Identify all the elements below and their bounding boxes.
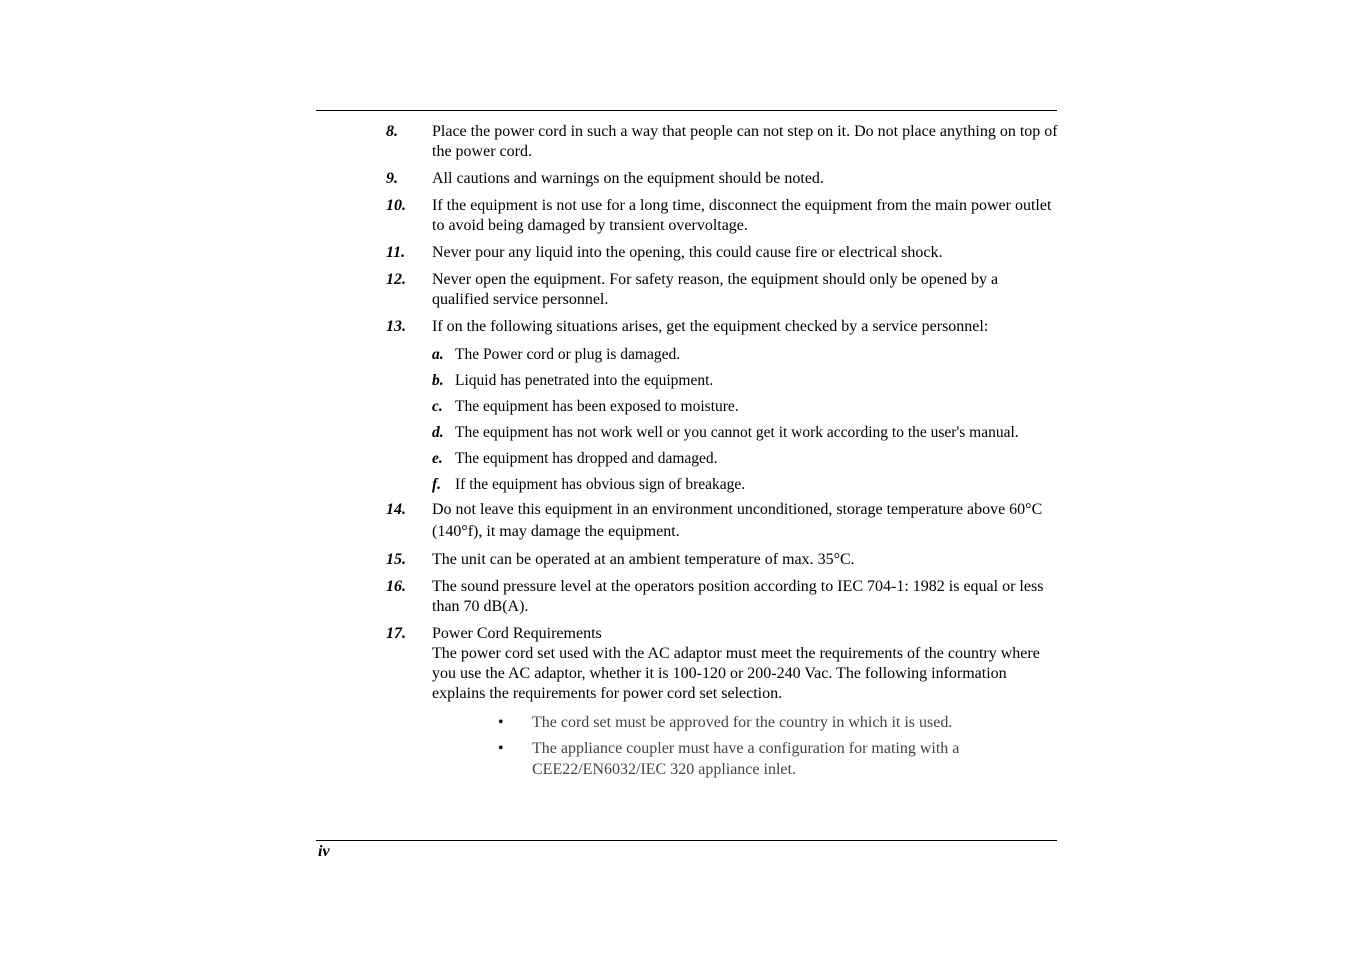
item-text: Never pour any liquid into the opening, this could cause fire or electrical shock.	[432, 244, 943, 261]
list-item	[386, 577, 1058, 617]
bullet-text: The appliance coupler must have a configuration for mating with a CEE22/EN6032/IEC 320 appliance inlet.	[532, 740, 960, 778]
item-text: The power cord set used with the AC adaptor must meet the requirements of the country where you use the AC adaptor, whether it is 100-120 or 200-240 Vac. The following information explains the requirements for power cord set selection.	[432, 645, 1040, 702]
item-number: 15.	[386, 551, 406, 568]
list-item	[386, 270, 1058, 310]
item-number: 9.	[386, 170, 398, 187]
list-item	[386, 196, 1058, 236]
item-text: If on the following situations arises, get the equipment checked by a service personnel:	[432, 318, 989, 335]
bullet-text: The cord set must be approved for the country in which it is used.	[532, 714, 953, 731]
sub-item-text: The equipment has not work well or you cannot get it work according to the user's manual.	[455, 424, 1019, 441]
sub-list-item	[432, 475, 1058, 495]
sub-item-letter: d.	[432, 424, 444, 441]
sub-list-item	[432, 423, 1058, 443]
item-text: The unit can be operated at an ambient temperature of max. 35°C.	[432, 551, 855, 568]
bullet-icon: •	[498, 740, 504, 757]
sub-item-text: The Power cord or plug is damaged.	[455, 346, 681, 363]
item-text: Never open the equipment. For safety reason, the equipment should only be opened by a qualified service personnel.	[432, 271, 999, 308]
sub-item-text: The equipment has been exposed to moisture.	[455, 398, 739, 415]
sub-item-letter: f.	[432, 476, 442, 493]
item-text: Do not leave this equipment in an environment unconditioned, storage temperature above 60°C (140°f), it may damage the equipment.	[432, 501, 1043, 540]
sub-item-text: If the equipment has obvious sign of breakage.	[455, 476, 746, 493]
item-number: 13.	[386, 318, 406, 335]
item-title: Power Cord Requirements	[432, 625, 602, 642]
item-number: 11.	[386, 244, 406, 261]
page-number: iv	[318, 843, 330, 860]
sub-list-item	[432, 397, 1058, 417]
bullet-item	[498, 712, 1058, 733]
sub-item-letter: a.	[432, 346, 444, 363]
footer-rule	[316, 840, 1057, 841]
sub-item-letter: e.	[432, 450, 443, 467]
list-item	[386, 550, 1058, 570]
item-text: The sound pressure level at the operators position according to IEC 704-1: 1982 is equal or less than 70 dB(A).	[432, 578, 1044, 615]
list-item	[386, 122, 1058, 162]
item-number: 17.	[386, 625, 406, 642]
item-text: Place the power cord in such a way that people can not step on it. Do not place anything on top of the power cord.	[432, 123, 1058, 160]
list-item	[386, 169, 1058, 189]
list-item	[386, 317, 1058, 337]
sub-list-item	[432, 449, 1058, 469]
list-item	[386, 624, 1058, 704]
sub-list-item	[432, 371, 1058, 391]
bullet-icon: •	[498, 714, 504, 731]
list-item	[386, 243, 1058, 263]
item-number: 8.	[386, 123, 398, 140]
item-number: 16.	[386, 578, 406, 595]
list-item	[386, 499, 1058, 543]
sub-item-letter: b.	[432, 372, 444, 389]
sub-item-text: The equipment has dropped and damaged.	[455, 450, 718, 467]
sub-item-letter: c.	[432, 398, 443, 415]
sub-item-text: Liquid has penetrated into the equipment.	[455, 372, 714, 389]
sub-list-item	[432, 345, 1058, 365]
item-number: 12.	[386, 271, 406, 288]
item-text: All cautions and warnings on the equipment should be noted.	[432, 170, 824, 187]
item-number: 14.	[386, 501, 406, 518]
item-number: 10.	[386, 197, 406, 214]
document-body	[386, 122, 1058, 785]
item-text: If the equipment is not use for a long time, disconnect the equipment from the main power outlet to avoid being damaged by transient overvoltage.	[432, 197, 1052, 234]
bullet-item	[498, 738, 1058, 780]
header-rule	[316, 110, 1057, 111]
